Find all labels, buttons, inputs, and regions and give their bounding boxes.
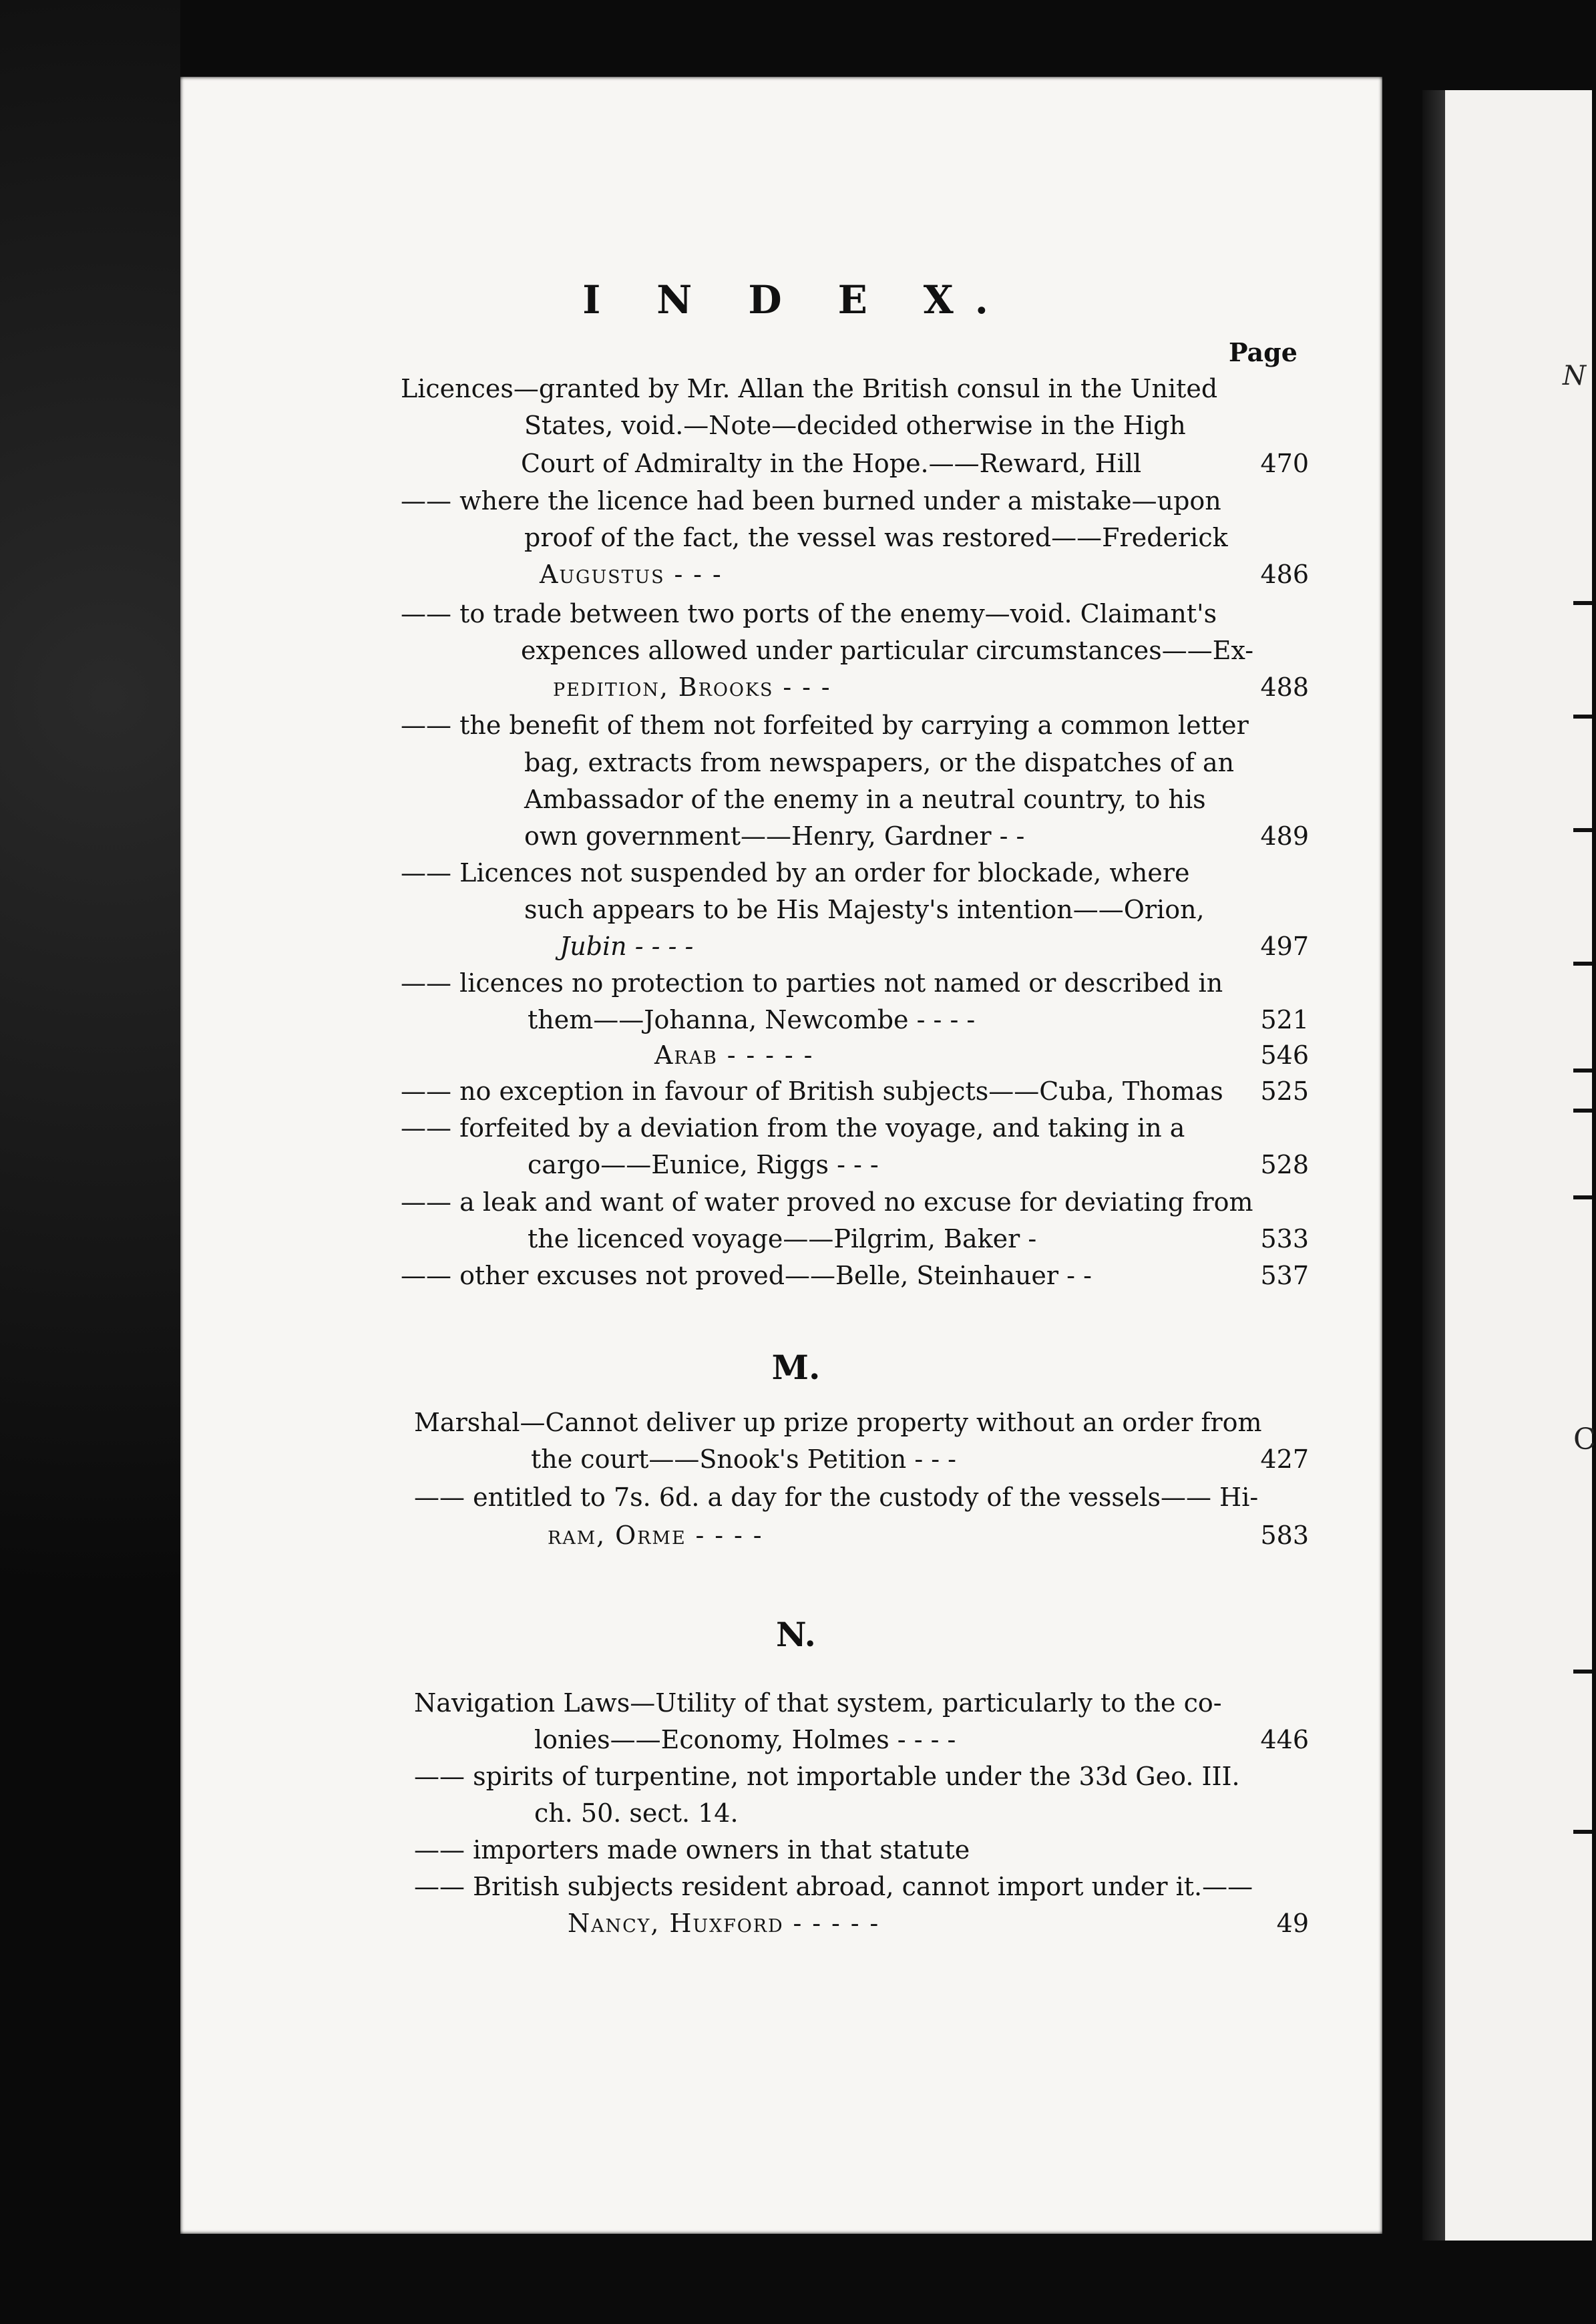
entry-line: States, void.—Note—decided otherwise in the High <box>524 411 1186 440</box>
entry-line: —— where the licence had been burned under a mistake—upon <box>401 486 1221 516</box>
entry-line: pedition, Brooks - - - <box>553 672 831 702</box>
entry-line: such appears to be His Majesty's intention——Orion, <box>524 895 1205 924</box>
page-number: 537 <box>1260 1261 1309 1290</box>
entry-line: ch. 50. sect. 14. <box>534 1798 739 1828</box>
entry-line: Jubin - - - - <box>560 932 694 961</box>
adjacent-page <box>1422 90 1592 2241</box>
entry-line: —— British subjects resident abroad, cannot import under it.—— <box>414 1872 1253 1901</box>
entry-line: —— no exception in favour of British subjects——Cuba, Thomas <box>401 1077 1223 1106</box>
entry-line: the licenced voyage——Pilgrim, Baker - <box>528 1224 1037 1253</box>
entry-line: —— importers made owners in that statute <box>414 1835 970 1865</box>
page-number: 446 <box>1260 1725 1309 1754</box>
entry-line: —— to trade between two ports of the enemy—void. Claimant's <box>401 599 1217 628</box>
page-number: 427 <box>1260 1444 1309 1474</box>
entry-line: Navigation Laws—Utility of that system, particularly to the co- <box>414 1688 1222 1718</box>
entry-line: —— other excuses not proved——Belle, Steinhauer - - <box>401 1261 1092 1290</box>
entry-line: —— Licences not suspended by an order for blockade, where <box>401 858 1190 888</box>
adjacent-page-letter: C <box>1573 1422 1596 1457</box>
entry-line: —— entitled to 7s. 6d. a day for the custody of the vessels—— Hi- <box>414 1483 1259 1512</box>
entry-line: them——Johanna, Newcombe - - - - <box>528 1005 976 1034</box>
section-letter-n: N. <box>776 1615 816 1654</box>
page-number: 497 <box>1260 932 1309 961</box>
entry-line: lonies——Economy, Holmes - - - - <box>534 1725 956 1754</box>
page-number: 470 <box>1260 449 1309 478</box>
entry-line: —— a leak and want of water proved no excuse for deviating from <box>401 1187 1253 1217</box>
entry-line: own government——Henry, Gardner - - <box>524 821 1025 851</box>
entry-line: Marshal—Cannot deliver up prize property without an order from <box>414 1408 1262 1437</box>
page-number: 546 <box>1260 1040 1309 1070</box>
scan-border <box>0 0 180 2324</box>
entry-line: Augustus - - - <box>540 560 723 589</box>
section-letter-m: M. <box>771 1348 821 1387</box>
entry-line: cargo——Eunice, Riggs - - - <box>528 1150 879 1179</box>
page-number: 49 <box>1276 1909 1309 1938</box>
index-title: I N D E X. <box>582 277 1010 323</box>
page-number: 521 <box>1260 1005 1309 1034</box>
page-number: 486 <box>1260 560 1309 589</box>
page-number: 489 <box>1260 821 1309 851</box>
entry-line: Nancy, Huxford - - - - - <box>568 1909 880 1938</box>
page-number: 528 <box>1260 1150 1309 1179</box>
entry-line: —— the benefit of them not forfeited by carrying a common letter <box>401 711 1249 740</box>
entry-line: expences allowed under particular circumstances——Ex- <box>521 636 1254 665</box>
entry-line: proof of the fact, the vessel was restored——Frederick <box>524 523 1228 552</box>
entry-line: Ambassador of the enemy in a neutral country, to his <box>524 785 1206 814</box>
page-number: 583 <box>1260 1521 1309 1550</box>
entry-line: —— spirits of turpentine, not importable under the 33d Geo. III. <box>414 1762 1240 1791</box>
entry-line: Court of Admiralty in the Hope.——Reward, Hill <box>521 449 1142 478</box>
adjacent-page-letter: N <box>1563 361 1586 391</box>
entry-line: —— licences no protection to parties not named or described in <box>401 968 1223 998</box>
page-number: 533 <box>1260 1224 1309 1253</box>
entry-line: Arab - - - - - <box>654 1040 814 1070</box>
entry-line: ram, Orme - - - - <box>548 1521 763 1550</box>
page-number: 525 <box>1260 1077 1309 1106</box>
page-column-label: Page <box>1229 337 1298 367</box>
entry-line: the court——Snook's Petition - - - <box>531 1444 957 1474</box>
page-number: 488 <box>1260 672 1309 702</box>
entry-line: Licences—granted by Mr. Allan the British consul in the United <box>401 374 1218 403</box>
entry-line: —— forfeited by a deviation from the voyage, and taking in a <box>401 1113 1185 1143</box>
entry-line: bag, extracts from newspapers, or the dispatches of an <box>524 748 1235 777</box>
